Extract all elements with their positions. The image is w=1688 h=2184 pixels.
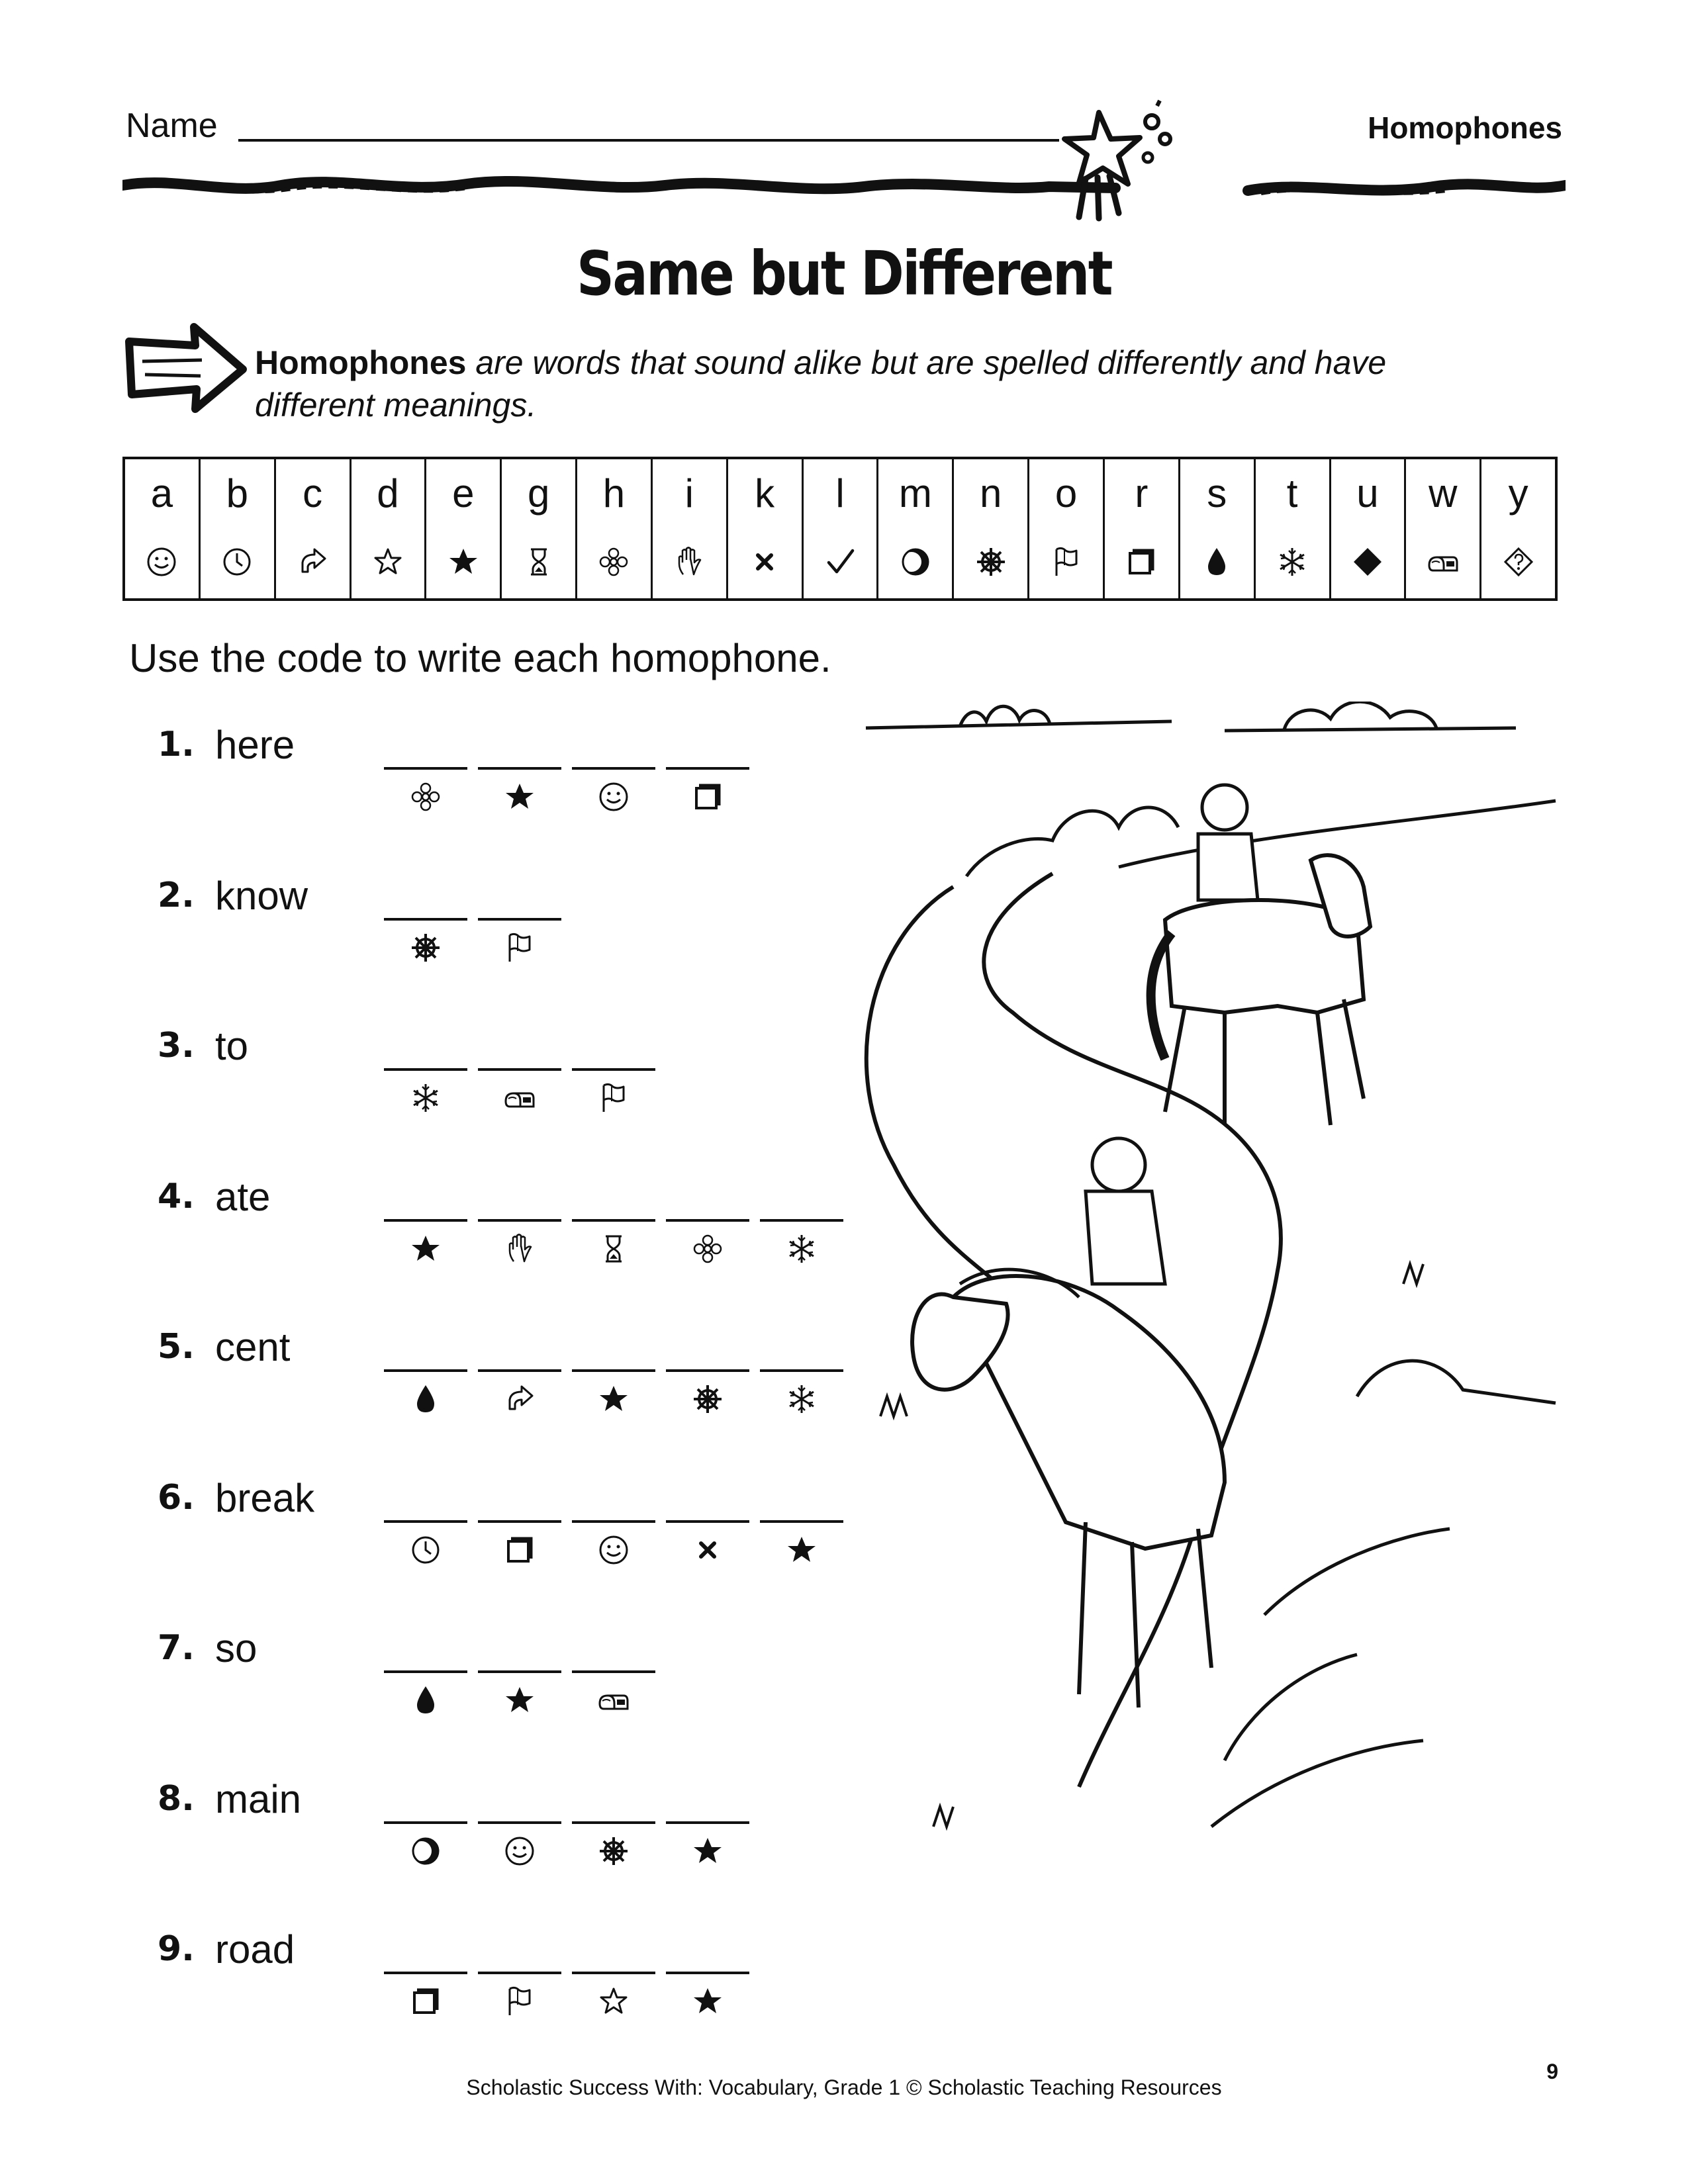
mailbox-icon (597, 1684, 630, 1717)
answer-slot[interactable] (760, 1478, 843, 1584)
answer-slot[interactable] (572, 1026, 655, 1132)
answer-slot[interactable] (572, 1177, 655, 1283)
problem-row (0, 1475, 861, 1610)
name-write-line[interactable] (238, 139, 1059, 142)
code-cell-d (352, 459, 427, 598)
clue-symbol (503, 1835, 536, 1868)
code-letter: l (835, 471, 845, 516)
clue-symbol (409, 780, 442, 813)
answer-blank-line[interactable] (478, 1369, 561, 1372)
clue-symbol (597, 1232, 630, 1265)
code-cell-m (878, 459, 954, 598)
answer-blank-line[interactable] (666, 1821, 749, 1824)
answer-slot[interactable] (760, 1327, 843, 1433)
code-cell-w (1406, 459, 1481, 598)
code-letter: a (150, 471, 173, 516)
answer-blank-line[interactable] (666, 767, 749, 770)
code-symbol (974, 525, 1008, 598)
code-letter: t (1286, 471, 1298, 516)
answer-blank-line[interactable] (384, 767, 467, 770)
outline-star-icon (371, 545, 404, 578)
problem-row (0, 1026, 861, 1158)
clue-symbol (409, 1533, 442, 1567)
answer-blank-line[interactable] (478, 1520, 561, 1523)
clue-symbol (503, 1684, 536, 1717)
answer-slot[interactable] (384, 1327, 467, 1433)
flag-icon (597, 1081, 630, 1115)
smiley-icon (597, 1533, 630, 1567)
problem-number: 7. (158, 1628, 195, 1668)
code-letter: d (377, 471, 399, 516)
clue-symbol (409, 1835, 442, 1868)
answer-slot[interactable] (572, 1327, 655, 1433)
problem-word: break (215, 1475, 315, 1520)
problem-row (0, 1929, 861, 2062)
problem-word: ate (215, 1174, 271, 1219)
code-cell-e (426, 459, 502, 598)
answer-blank-line[interactable] (760, 1219, 843, 1222)
problem-word: to (215, 1024, 249, 1068)
smiley-icon (503, 1835, 536, 1868)
clue-symbol (503, 1232, 536, 1265)
horseback-riders-illustration (854, 702, 1582, 1933)
answer-blank-line[interactable] (572, 767, 655, 770)
clue-symbol (597, 1835, 630, 1868)
problem-number: 5. (158, 1327, 195, 1367)
clue-symbol (409, 931, 442, 964)
snowflake-icon (785, 1232, 818, 1265)
clue-symbol (409, 1985, 442, 2018)
answer-slot[interactable] (478, 1779, 561, 1885)
answer-slot[interactable] (572, 1478, 655, 1584)
solid-star-icon (691, 1985, 724, 2018)
definition-term: Homophones (255, 344, 467, 381)
clock-icon (220, 545, 254, 578)
page-number: 9 (1546, 2060, 1558, 2083)
code-cell-y (1481, 459, 1555, 598)
answer-blank-line[interactable] (666, 1369, 749, 1372)
clue-symbol (785, 1383, 818, 1416)
answer-blank-line[interactable] (572, 1068, 655, 1071)
clue-symbol (597, 1383, 630, 1416)
code-cell-s (1180, 459, 1256, 598)
code-symbol (296, 525, 329, 598)
answer-blank-line[interactable] (384, 1219, 467, 1222)
code-letter: y (1508, 471, 1528, 516)
code-cell-h (577, 459, 653, 598)
code-letter: e (452, 471, 475, 516)
square-box-icon (1125, 545, 1158, 578)
curved-arrow-icon (503, 1383, 536, 1416)
code-cell-b (201, 459, 276, 598)
code-letter: r (1135, 471, 1149, 516)
square-box-icon (503, 1533, 536, 1567)
problem-word: cent (215, 1325, 291, 1369)
drop-icon (1200, 545, 1233, 578)
code-cell-o (1029, 459, 1105, 598)
code-letter: w (1429, 471, 1458, 516)
code-symbol (371, 525, 404, 598)
clue-symbol (785, 1232, 818, 1265)
code-cell-u (1331, 459, 1407, 598)
clue-symbol (409, 1081, 442, 1115)
clue-symbol (597, 1081, 630, 1115)
clue-symbol (597, 1533, 630, 1567)
clue-symbol (597, 780, 630, 813)
code-symbol (1502, 525, 1535, 598)
clue-symbol (503, 1985, 536, 2018)
clue-symbol (691, 1835, 724, 1868)
answer-blank-line[interactable] (572, 1520, 655, 1523)
answer-slot[interactable] (478, 1478, 561, 1584)
check-mark-icon (823, 545, 857, 578)
answer-slot[interactable] (572, 725, 655, 831)
drop-icon (409, 1684, 442, 1717)
answer-slot[interactable] (478, 725, 561, 831)
code-letter: n (980, 471, 1002, 516)
clue-symbol (785, 1533, 818, 1567)
x-mark-icon (691, 1533, 724, 1567)
snowflake-icon (1276, 545, 1309, 578)
smiley-icon (597, 780, 630, 813)
answer-blank-line[interactable] (666, 1219, 749, 1222)
hand-icon (673, 545, 706, 578)
letter-code-table (122, 457, 1558, 601)
definition-text: are words that sound alike but are spelled differently and have different meanings. (255, 344, 1387, 424)
problem-number: 4. (158, 1176, 195, 1216)
problem-word: here (215, 723, 295, 767)
ship-wheel-icon (597, 1835, 630, 1868)
code-symbol (748, 525, 781, 598)
solid-star-icon (691, 1835, 724, 1868)
answer-blank-line[interactable] (572, 1821, 655, 1824)
code-cell-l (804, 459, 879, 598)
clue-symbol (503, 1533, 536, 1567)
code-cell-c (276, 459, 352, 598)
answer-slot[interactable] (384, 1478, 467, 1584)
clue-symbol (409, 1232, 442, 1265)
footer-credit: Scholastic Success With: Vocabulary, Grade 1 © Scholastic Teaching Resources (466, 2075, 1222, 2099)
question-sign-icon (1502, 545, 1535, 578)
answer-blank-line[interactable] (384, 1670, 467, 1673)
crescent-moon-icon (409, 1835, 442, 1868)
problem-word: road (215, 1927, 295, 1972)
code-letter: k (755, 471, 775, 516)
clue-symbol (503, 780, 536, 813)
answer-slot[interactable] (478, 1177, 561, 1283)
solid-star-icon (503, 1684, 536, 1717)
smiley-icon (145, 545, 178, 578)
problem-row (0, 1628, 861, 1760)
code-symbol (1050, 525, 1083, 598)
answer-slot[interactable] (384, 725, 467, 831)
code-letter: m (898, 471, 932, 516)
code-letter: s (1207, 471, 1227, 516)
hand-icon (503, 1232, 536, 1265)
square-box-icon (409, 1985, 442, 2018)
crescent-moon-icon (899, 545, 932, 578)
answer-slot[interactable] (572, 1929, 655, 2035)
flag-icon (1050, 545, 1083, 578)
decorative-rope-divider (122, 171, 1566, 204)
answer-blank-line[interactable] (572, 1972, 655, 1974)
answer-slot[interactable] (572, 1628, 655, 1734)
clue-symbol (503, 1383, 536, 1416)
code-symbol (1200, 525, 1233, 598)
answer-slot[interactable] (478, 876, 561, 981)
code-letter: h (602, 471, 626, 516)
code-letter: u (1356, 471, 1379, 516)
clock-icon (409, 1533, 442, 1567)
answer-blank-line[interactable] (384, 1520, 467, 1523)
answer-slot[interactable] (572, 1779, 655, 1885)
code-symbol (597, 525, 630, 598)
answer-blank-line[interactable] (478, 1972, 561, 1974)
solid-star-icon (409, 1232, 442, 1265)
answer-slot[interactable] (478, 1929, 561, 2035)
answer-slot[interactable] (666, 1929, 749, 2035)
hourglass-icon (522, 545, 555, 578)
problem-word: main (215, 1776, 302, 1821)
answer-slot[interactable] (666, 1177, 749, 1283)
code-symbol (1351, 525, 1384, 598)
code-symbol (522, 525, 555, 598)
code-letter: i (684, 471, 694, 516)
answer-blank-line[interactable] (384, 1972, 467, 1974)
answer-blank-line[interactable] (478, 1219, 561, 1222)
problem-number: 2. (158, 875, 195, 915)
homophone-definition (255, 341, 1420, 426)
problem-number: 8. (158, 1778, 195, 1819)
hourglass-icon (597, 1232, 630, 1265)
flag-icon (503, 931, 536, 964)
answer-blank-line[interactable] (384, 1821, 467, 1824)
problem-row (0, 873, 861, 1008)
answer-slot[interactable] (666, 1478, 749, 1584)
code-letter: o (1055, 471, 1078, 516)
clue-symbol (597, 1684, 630, 1717)
ship-wheel-icon (409, 931, 442, 964)
clue-symbol (691, 1232, 724, 1265)
clue-symbol (409, 1383, 442, 1416)
shooting-star-icon (1059, 99, 1178, 225)
clue-symbol (691, 1985, 724, 2018)
curved-arrow-icon (296, 545, 329, 578)
code-symbol (1276, 525, 1309, 598)
problem-row (0, 1776, 861, 1911)
answer-slot[interactable] (384, 1026, 467, 1132)
code-cell-t (1256, 459, 1331, 598)
problem-row (0, 1327, 861, 1459)
flower-icon (409, 780, 442, 813)
mailbox-icon (1427, 545, 1460, 578)
code-letter: c (303, 471, 323, 516)
code-cell-k (728, 459, 804, 598)
answer-slot[interactable] (666, 1327, 749, 1433)
code-symbol (145, 525, 178, 598)
ship-wheel-icon (691, 1383, 724, 1416)
answer-slot[interactable] (384, 1628, 467, 1734)
code-symbol (1427, 525, 1460, 598)
problem-word: know (215, 873, 308, 918)
solid-star-icon (447, 545, 480, 578)
answer-blank-line[interactable] (478, 918, 561, 921)
answer-slot[interactable] (384, 1929, 467, 2035)
clue-symbol (503, 931, 536, 964)
drop-icon (409, 1383, 442, 1416)
answer-slot[interactable] (666, 725, 749, 831)
solid-star-icon (597, 1383, 630, 1416)
code-cell-i (653, 459, 728, 598)
code-symbol (220, 525, 254, 598)
clue-symbol (597, 1985, 630, 2018)
topic-label: Homophones (1368, 111, 1562, 145)
answer-blank-line[interactable] (572, 1670, 655, 1673)
flag-icon (503, 1985, 536, 2018)
code-cell-a (125, 459, 201, 598)
problem-number: 3. (158, 1026, 195, 1066)
pointing-arrow-icon (122, 322, 248, 414)
answer-blank-line[interactable] (478, 767, 561, 770)
problem-word: so (215, 1626, 258, 1670)
answer-slot[interactable] (666, 1779, 749, 1885)
answer-blank-line[interactable] (572, 1219, 655, 1222)
code-letter: g (527, 471, 550, 516)
code-symbol (823, 525, 857, 598)
x-mark-icon (748, 545, 781, 578)
ship-wheel-icon (974, 545, 1008, 578)
answer-blank-line[interactable] (384, 1369, 467, 1372)
answer-slot[interactable] (384, 1779, 467, 1885)
answer-blank-line[interactable] (384, 918, 467, 921)
problem-number: 1. (158, 725, 195, 764)
solid-star-icon (503, 780, 536, 813)
instructions: Use the code to write each homophone. (129, 636, 831, 680)
answer-blank-line[interactable] (478, 1670, 561, 1673)
answer-blank-line[interactable] (572, 1369, 655, 1372)
problem-row (0, 725, 861, 857)
flower-icon (691, 1232, 724, 1265)
answer-blank-line[interactable] (760, 1520, 843, 1523)
outline-star-icon (597, 1985, 630, 2018)
problem-row (0, 1174, 861, 1309)
answer-blank-line[interactable] (478, 1068, 561, 1071)
mailbox-icon (503, 1081, 536, 1115)
clue-symbol (691, 1383, 724, 1416)
code-cell-r (1105, 459, 1180, 598)
answer-blank-line[interactable] (666, 1520, 749, 1523)
diamond-icon (1351, 545, 1384, 578)
snowflake-icon (785, 1383, 818, 1416)
code-cell-n (954, 459, 1029, 598)
answer-blank-line[interactable] (760, 1369, 843, 1372)
clue-symbol (503, 1081, 536, 1115)
solid-star-icon (785, 1533, 818, 1567)
answer-slot[interactable] (384, 1177, 467, 1283)
answer-slot[interactable] (478, 1628, 561, 1734)
answer-slot[interactable] (760, 1177, 843, 1283)
snowflake-icon (409, 1081, 442, 1115)
answer-blank-line[interactable] (478, 1821, 561, 1824)
code-letter: b (226, 471, 248, 516)
name-label: Name (126, 107, 218, 145)
code-symbol (1125, 525, 1158, 598)
clue-symbol (409, 1684, 442, 1717)
code-cell-g (502, 459, 577, 598)
code-symbol (673, 525, 706, 598)
clue-symbol (691, 1533, 724, 1567)
flower-icon (597, 545, 630, 578)
answer-blank-line[interactable] (384, 1068, 467, 1071)
page-title: Same but Different (576, 238, 1112, 309)
answer-slot[interactable] (478, 1327, 561, 1433)
answer-blank-line[interactable] (666, 1972, 749, 1974)
answer-slot[interactable] (478, 1026, 561, 1132)
code-symbol (899, 525, 932, 598)
code-symbol (447, 525, 480, 598)
problem-number: 6. (158, 1477, 195, 1518)
clue-symbol (691, 780, 724, 813)
problem-number: 9. (158, 1929, 195, 1969)
square-box-icon (691, 780, 724, 813)
answer-slot[interactable] (384, 876, 467, 981)
